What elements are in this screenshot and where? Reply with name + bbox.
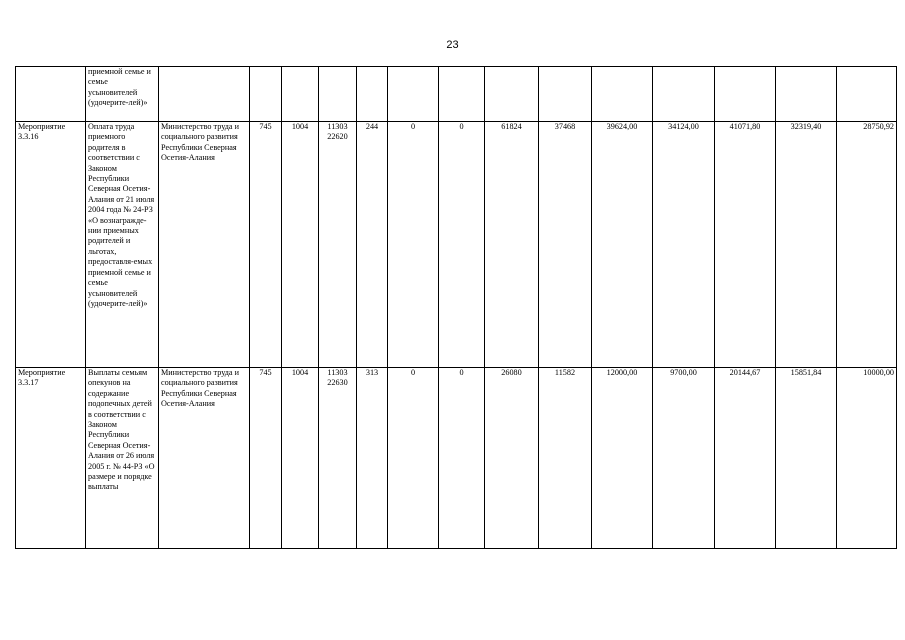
event-cell: Мероприятие 3.3.16 [16, 122, 86, 368]
event-cell: Мероприятие 3.3.17 [16, 368, 86, 549]
rzpr-cell: 1004 [282, 122, 319, 368]
value-cell [715, 67, 776, 122]
value-cell [837, 67, 897, 122]
value-cell: 10000,00 [837, 368, 897, 549]
description-cell: Выплаты семьям опекунов на содержание подопечных детей в соответствии с Законом Республики Северная Осетия-Алания от 26 июля 2005 г. № 44-РЗ «О размере и порядке выплаты [86, 368, 159, 549]
value-cell [388, 67, 439, 122]
table-row [16, 67, 897, 122]
value-cell [653, 67, 715, 122]
value-cell: 15851,84 [776, 368, 837, 549]
csr-cell [319, 368, 357, 549]
value-cell: 28750,92 [837, 122, 897, 368]
description-cell: приемной семье и семье усыновителей (удочерите-лей)» [86, 67, 159, 122]
value-cell: 9700,00 [653, 368, 715, 549]
executor-cell: Министерство труда и социального развития Республики Северная Осетия-Алания [159, 368, 250, 549]
value-cell [539, 67, 592, 122]
value-cell [776, 67, 837, 122]
csr-part: 11303 [327, 368, 348, 377]
event-cell [16, 67, 86, 122]
value-cell: 20144,67 [715, 368, 776, 549]
grbs-cell [250, 67, 282, 122]
csr-part: 22620 [327, 132, 348, 142]
csr-cell [319, 122, 357, 368]
rzpr-cell: 1004 [282, 368, 319, 549]
value-cell [592, 67, 653, 122]
executor-cell [159, 67, 250, 122]
value-cell: 0 [439, 368, 485, 549]
vr-cell: 244 [357, 122, 388, 368]
value-cell: 37468 [539, 122, 592, 368]
grbs-cell: 745 [250, 368, 282, 549]
value-cell: 11582 [539, 368, 592, 549]
csr-part: 22630 [327, 378, 348, 388]
budget-table [15, 66, 897, 549]
value-cell: 12000,00 [592, 368, 653, 549]
table-row [16, 368, 897, 549]
description-cell: Оплата труда приемного родителя в соответствии с Законом Республики Северная Осетия-Алания от 21 июля 2004 года № 24-РЗ «О вознагражде-нии приемных родителей и льготах, предоставля-емых приемной семье и семье усыновителей (удочерите-лей)» [86, 122, 159, 368]
csr-cell [319, 67, 357, 122]
csr-part: 11303 [327, 122, 348, 131]
table-row [16, 122, 897, 368]
vr-cell [357, 67, 388, 122]
value-cell: 0 [388, 122, 439, 368]
value-cell: 41071,80 [715, 122, 776, 368]
grbs-cell: 745 [250, 122, 282, 368]
rzpr-cell [282, 67, 319, 122]
value-cell [439, 67, 485, 122]
executor-cell: Министерство труда и социального развития Республики Северная Осетия-Алания [159, 122, 250, 368]
vr-cell: 313 [357, 368, 388, 549]
value-cell: 0 [388, 368, 439, 549]
value-cell: 26080 [485, 368, 539, 549]
value-cell: 0 [439, 122, 485, 368]
value-cell [485, 67, 539, 122]
value-cell: 32319,40 [776, 122, 837, 368]
value-cell: 34124,00 [653, 122, 715, 368]
value-cell: 61824 [485, 122, 539, 368]
value-cell: 39624,00 [592, 122, 653, 368]
page-number: 23 [446, 39, 459, 51]
